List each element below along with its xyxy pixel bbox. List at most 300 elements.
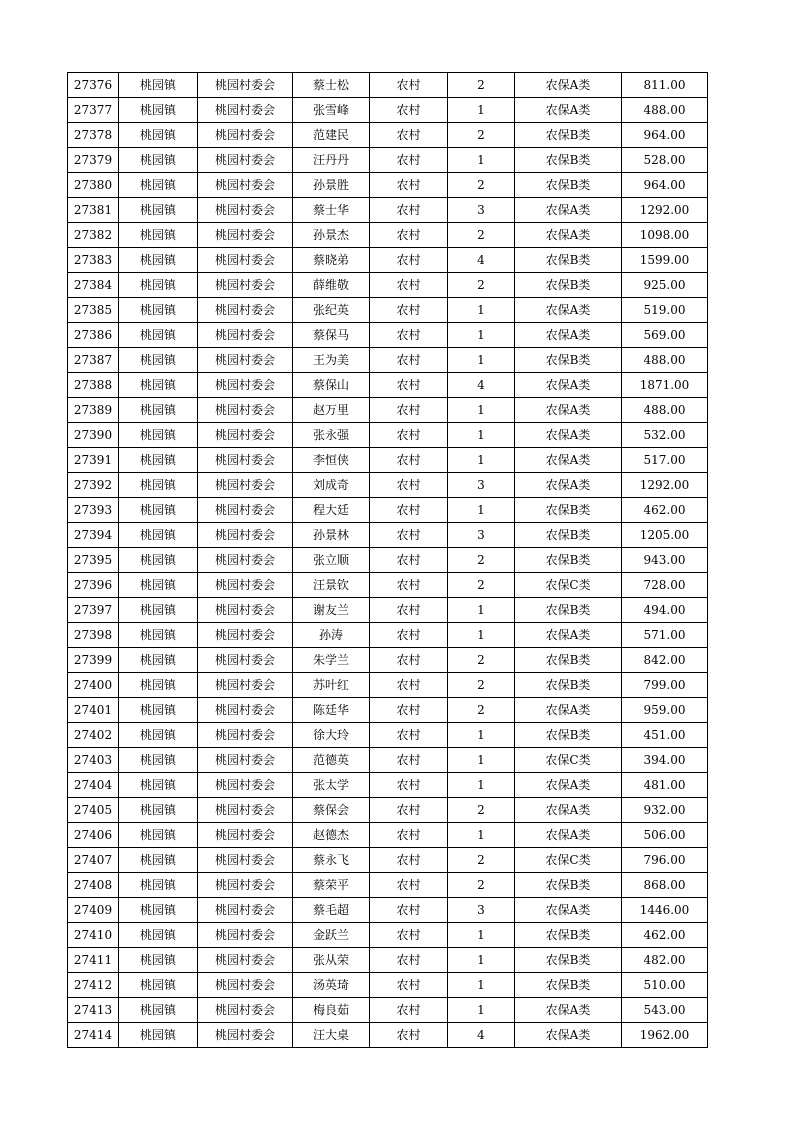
table-row bbox=[68, 223, 708, 248]
name-cell: 孙景杰 bbox=[293, 223, 370, 248]
table-row bbox=[68, 898, 708, 923]
record-id-cell: 27389 bbox=[68, 398, 119, 423]
household-count-cell: 2 bbox=[448, 673, 515, 698]
name-cell: 蔡保山 bbox=[293, 373, 370, 398]
name-cell: 范建民 bbox=[293, 123, 370, 148]
insurance-category-cell: 农保A类 bbox=[515, 773, 622, 798]
name-cell: 李恒侠 bbox=[293, 448, 370, 473]
insurance-category-cell: 农保B类 bbox=[515, 523, 622, 548]
name-cell: 苏叶红 bbox=[293, 673, 370, 698]
record-id-cell: 27383 bbox=[68, 248, 119, 273]
village-committee-cell: 桃园村委会 bbox=[198, 473, 293, 498]
record-id-cell: 27386 bbox=[68, 323, 119, 348]
village-committee-cell: 桃园村委会 bbox=[198, 673, 293, 698]
household-count-cell: 1 bbox=[448, 998, 515, 1023]
town-cell: 桃园镇 bbox=[119, 548, 198, 573]
table-row bbox=[68, 423, 708, 448]
insurance-category-cell: 农保B类 bbox=[515, 248, 622, 273]
amount-cell: 799.00 bbox=[622, 673, 708, 698]
amount-cell: 811.00 bbox=[622, 73, 708, 98]
household-count-cell: 3 bbox=[448, 198, 515, 223]
household-count-cell: 2 bbox=[448, 273, 515, 298]
amount-cell: 519.00 bbox=[622, 298, 708, 323]
area-type-cell: 农村 bbox=[370, 123, 448, 148]
amount-cell: 1205.00 bbox=[622, 523, 708, 548]
household-count-cell: 1 bbox=[448, 973, 515, 998]
table-row bbox=[68, 923, 708, 948]
insurance-category-cell: 农保A类 bbox=[515, 1023, 622, 1048]
area-type-cell: 农村 bbox=[370, 223, 448, 248]
household-count-cell: 1 bbox=[448, 423, 515, 448]
insurance-category-cell: 农保C类 bbox=[515, 748, 622, 773]
insurance-category-cell: 农保A类 bbox=[515, 998, 622, 1023]
town-cell: 桃园镇 bbox=[119, 598, 198, 623]
village-committee-cell: 桃园村委会 bbox=[198, 123, 293, 148]
town-cell: 桃园镇 bbox=[119, 323, 198, 348]
village-committee-cell: 桃园村委会 bbox=[198, 323, 293, 348]
name-cell: 汪丹丹 bbox=[293, 148, 370, 173]
insurance-category-cell: 农保B类 bbox=[515, 723, 622, 748]
table-row bbox=[68, 973, 708, 998]
area-type-cell: 农村 bbox=[370, 548, 448, 573]
household-count-cell: 1 bbox=[448, 823, 515, 848]
insurance-category-cell: 农保A类 bbox=[515, 298, 622, 323]
insurance-category-cell: 农保A类 bbox=[515, 898, 622, 923]
area-type-cell: 农村 bbox=[370, 148, 448, 173]
town-cell: 桃园镇 bbox=[119, 623, 198, 648]
area-type-cell: 农村 bbox=[370, 623, 448, 648]
insurance-category-cell: 农保A类 bbox=[515, 823, 622, 848]
amount-cell: 842.00 bbox=[622, 648, 708, 673]
amount-cell: 925.00 bbox=[622, 273, 708, 298]
amount-cell: 462.00 bbox=[622, 923, 708, 948]
table-row bbox=[68, 173, 708, 198]
household-count-cell: 1 bbox=[448, 923, 515, 948]
household-count-cell: 2 bbox=[448, 123, 515, 148]
name-cell: 蔡荣平 bbox=[293, 873, 370, 898]
area-type-cell: 农村 bbox=[370, 923, 448, 948]
record-id-cell: 27390 bbox=[68, 423, 119, 448]
table-row bbox=[68, 548, 708, 573]
name-cell: 孙涛 bbox=[293, 623, 370, 648]
amount-cell: 1292.00 bbox=[622, 198, 708, 223]
town-cell: 桃园镇 bbox=[119, 298, 198, 323]
household-count-cell: 2 bbox=[448, 873, 515, 898]
village-committee-cell: 桃园村委会 bbox=[198, 448, 293, 473]
record-id-cell: 27398 bbox=[68, 623, 119, 648]
insurance-category-cell: 农保B类 bbox=[515, 148, 622, 173]
insurance-category-cell: 农保B类 bbox=[515, 648, 622, 673]
table-row bbox=[68, 373, 708, 398]
town-cell: 桃园镇 bbox=[119, 123, 198, 148]
area-type-cell: 农村 bbox=[370, 323, 448, 348]
record-id-cell: 27395 bbox=[68, 548, 119, 573]
insurance-category-cell: 农保B类 bbox=[515, 598, 622, 623]
table-row bbox=[68, 348, 708, 373]
roster-table bbox=[67, 72, 708, 1048]
village-committee-cell: 桃园村委会 bbox=[198, 848, 293, 873]
town-cell: 桃园镇 bbox=[119, 998, 198, 1023]
household-count-cell: 2 bbox=[448, 648, 515, 673]
name-cell: 蔡毛超 bbox=[293, 898, 370, 923]
village-committee-cell: 桃园村委会 bbox=[198, 173, 293, 198]
town-cell: 桃园镇 bbox=[119, 373, 198, 398]
amount-cell: 506.00 bbox=[622, 823, 708, 848]
record-id-cell: 27394 bbox=[68, 523, 119, 548]
table-row bbox=[68, 248, 708, 273]
village-committee-cell: 桃园村委会 bbox=[198, 948, 293, 973]
name-cell: 程大廷 bbox=[293, 498, 370, 523]
village-committee-cell: 桃园村委会 bbox=[198, 598, 293, 623]
record-id-cell: 27405 bbox=[68, 798, 119, 823]
area-type-cell: 农村 bbox=[370, 423, 448, 448]
name-cell: 张太学 bbox=[293, 773, 370, 798]
village-committee-cell: 桃园村委会 bbox=[198, 698, 293, 723]
town-cell: 桃园镇 bbox=[119, 98, 198, 123]
area-type-cell: 农村 bbox=[370, 823, 448, 848]
amount-cell: 488.00 bbox=[622, 398, 708, 423]
area-type-cell: 农村 bbox=[370, 698, 448, 723]
table-row bbox=[68, 698, 708, 723]
household-count-cell: 2 bbox=[448, 548, 515, 573]
record-id-cell: 27401 bbox=[68, 698, 119, 723]
area-type-cell: 农村 bbox=[370, 98, 448, 123]
insurance-category-cell: 农保A类 bbox=[515, 73, 622, 98]
village-committee-cell: 桃园村委会 bbox=[198, 998, 293, 1023]
amount-cell: 394.00 bbox=[622, 748, 708, 773]
town-cell: 桃园镇 bbox=[119, 498, 198, 523]
village-committee-cell: 桃园村委会 bbox=[198, 548, 293, 573]
name-cell: 朱学兰 bbox=[293, 648, 370, 673]
name-cell: 孙景林 bbox=[293, 523, 370, 548]
table-row bbox=[68, 948, 708, 973]
village-committee-cell: 桃园村委会 bbox=[198, 873, 293, 898]
table-row bbox=[68, 498, 708, 523]
town-cell: 桃园镇 bbox=[119, 1023, 198, 1048]
town-cell: 桃园镇 bbox=[119, 198, 198, 223]
household-count-cell: 1 bbox=[448, 598, 515, 623]
table-row bbox=[68, 848, 708, 873]
village-committee-cell: 桃园村委会 bbox=[198, 648, 293, 673]
table-row bbox=[68, 298, 708, 323]
area-type-cell: 农村 bbox=[370, 473, 448, 498]
area-type-cell: 农村 bbox=[370, 348, 448, 373]
town-cell: 桃园镇 bbox=[119, 798, 198, 823]
insurance-category-cell: 农保A类 bbox=[515, 448, 622, 473]
table-row bbox=[68, 648, 708, 673]
insurance-category-cell: 农保B类 bbox=[515, 173, 622, 198]
village-committee-cell: 桃园村委会 bbox=[198, 348, 293, 373]
amount-cell: 494.00 bbox=[622, 598, 708, 623]
household-count-cell: 4 bbox=[448, 248, 515, 273]
insurance-category-cell: 农保B类 bbox=[515, 548, 622, 573]
area-type-cell: 农村 bbox=[370, 173, 448, 198]
insurance-category-cell: 农保A类 bbox=[515, 473, 622, 498]
table-row bbox=[68, 1023, 708, 1048]
village-committee-cell: 桃园村委会 bbox=[198, 373, 293, 398]
town-cell: 桃园镇 bbox=[119, 973, 198, 998]
record-id-cell: 27402 bbox=[68, 723, 119, 748]
area-type-cell: 农村 bbox=[370, 723, 448, 748]
town-cell: 桃园镇 bbox=[119, 848, 198, 873]
record-id-cell: 27376 bbox=[68, 73, 119, 98]
name-cell: 徐大玲 bbox=[293, 723, 370, 748]
amount-cell: 510.00 bbox=[622, 973, 708, 998]
area-type-cell: 农村 bbox=[370, 798, 448, 823]
insurance-category-cell: 农保A类 bbox=[515, 323, 622, 348]
household-count-cell: 1 bbox=[448, 298, 515, 323]
record-id-cell: 27410 bbox=[68, 923, 119, 948]
amount-cell: 462.00 bbox=[622, 498, 708, 523]
name-cell: 汪景钦 bbox=[293, 573, 370, 598]
town-cell: 桃园镇 bbox=[119, 898, 198, 923]
village-committee-cell: 桃园村委会 bbox=[198, 148, 293, 173]
household-count-cell: 2 bbox=[448, 698, 515, 723]
area-type-cell: 农村 bbox=[370, 73, 448, 98]
amount-cell: 517.00 bbox=[622, 448, 708, 473]
area-type-cell: 农村 bbox=[370, 448, 448, 473]
table-row bbox=[68, 723, 708, 748]
name-cell: 蔡永飞 bbox=[293, 848, 370, 873]
name-cell: 张立顺 bbox=[293, 548, 370, 573]
household-count-cell: 2 bbox=[448, 223, 515, 248]
town-cell: 桃园镇 bbox=[119, 173, 198, 198]
village-committee-cell: 桃园村委会 bbox=[198, 898, 293, 923]
insurance-category-cell: 农保B类 bbox=[515, 123, 622, 148]
village-committee-cell: 桃园村委会 bbox=[198, 773, 293, 798]
table-row bbox=[68, 98, 708, 123]
record-id-cell: 27387 bbox=[68, 348, 119, 373]
amount-cell: 943.00 bbox=[622, 548, 708, 573]
area-type-cell: 农村 bbox=[370, 973, 448, 998]
town-cell: 桃园镇 bbox=[119, 698, 198, 723]
table-row bbox=[68, 823, 708, 848]
name-cell: 金跃兰 bbox=[293, 923, 370, 948]
town-cell: 桃园镇 bbox=[119, 923, 198, 948]
household-count-cell: 1 bbox=[448, 348, 515, 373]
amount-cell: 528.00 bbox=[622, 148, 708, 173]
amount-cell: 964.00 bbox=[622, 123, 708, 148]
insurance-category-cell: 农保C类 bbox=[515, 848, 622, 873]
amount-cell: 482.00 bbox=[622, 948, 708, 973]
town-cell: 桃园镇 bbox=[119, 148, 198, 173]
household-count-cell: 2 bbox=[448, 73, 515, 98]
table-row bbox=[68, 198, 708, 223]
record-id-cell: 27408 bbox=[68, 873, 119, 898]
amount-cell: 1098.00 bbox=[622, 223, 708, 248]
name-cell: 汤英琦 bbox=[293, 973, 370, 998]
area-type-cell: 农村 bbox=[370, 573, 448, 598]
table-row bbox=[68, 73, 708, 98]
area-type-cell: 农村 bbox=[370, 523, 448, 548]
amount-cell: 796.00 bbox=[622, 848, 708, 873]
village-committee-cell: 桃园村委会 bbox=[198, 498, 293, 523]
table-row bbox=[68, 448, 708, 473]
record-id-cell: 27413 bbox=[68, 998, 119, 1023]
area-type-cell: 农村 bbox=[370, 873, 448, 898]
record-id-cell: 27380 bbox=[68, 173, 119, 198]
village-committee-cell: 桃园村委会 bbox=[198, 73, 293, 98]
record-id-cell: 27377 bbox=[68, 98, 119, 123]
household-count-cell: 1 bbox=[448, 98, 515, 123]
insurance-category-cell: 农保A类 bbox=[515, 223, 622, 248]
village-committee-cell: 桃园村委会 bbox=[198, 973, 293, 998]
name-cell: 张永强 bbox=[293, 423, 370, 448]
amount-cell: 868.00 bbox=[622, 873, 708, 898]
area-type-cell: 农村 bbox=[370, 598, 448, 623]
village-committee-cell: 桃园村委会 bbox=[198, 98, 293, 123]
table-row bbox=[68, 673, 708, 698]
household-count-cell: 1 bbox=[448, 948, 515, 973]
town-cell: 桃园镇 bbox=[119, 773, 198, 798]
town-cell: 桃园镇 bbox=[119, 823, 198, 848]
household-count-cell: 3 bbox=[448, 523, 515, 548]
record-id-cell: 27391 bbox=[68, 448, 119, 473]
name-cell: 赵德杰 bbox=[293, 823, 370, 848]
town-cell: 桃园镇 bbox=[119, 73, 198, 98]
record-id-cell: 27384 bbox=[68, 273, 119, 298]
household-count-cell: 2 bbox=[448, 173, 515, 198]
village-committee-cell: 桃园村委会 bbox=[198, 273, 293, 298]
insurance-category-cell: 农保A类 bbox=[515, 423, 622, 448]
household-count-cell: 1 bbox=[448, 623, 515, 648]
table-row bbox=[68, 623, 708, 648]
name-cell: 陈廷华 bbox=[293, 698, 370, 723]
name-cell: 薛维敬 bbox=[293, 273, 370, 298]
insurance-category-cell: 农保B类 bbox=[515, 973, 622, 998]
record-id-cell: 27399 bbox=[68, 648, 119, 673]
household-count-cell: 1 bbox=[448, 148, 515, 173]
name-cell: 张纪英 bbox=[293, 298, 370, 323]
area-type-cell: 农村 bbox=[370, 898, 448, 923]
insurance-category-cell: 农保A类 bbox=[515, 198, 622, 223]
insurance-category-cell: 农保C类 bbox=[515, 573, 622, 598]
record-id-cell: 27406 bbox=[68, 823, 119, 848]
village-committee-cell: 桃园村委会 bbox=[198, 423, 293, 448]
table-row bbox=[68, 798, 708, 823]
household-count-cell: 3 bbox=[448, 473, 515, 498]
name-cell: 刘成奇 bbox=[293, 473, 370, 498]
area-type-cell: 农村 bbox=[370, 748, 448, 773]
town-cell: 桃园镇 bbox=[119, 573, 198, 598]
table-row bbox=[68, 473, 708, 498]
village-committee-cell: 桃园村委会 bbox=[198, 923, 293, 948]
area-type-cell: 农村 bbox=[370, 273, 448, 298]
amount-cell: 543.00 bbox=[622, 998, 708, 1023]
name-cell: 蔡士松 bbox=[293, 73, 370, 98]
table-row bbox=[68, 273, 708, 298]
town-cell: 桃园镇 bbox=[119, 648, 198, 673]
town-cell: 桃园镇 bbox=[119, 223, 198, 248]
amount-cell: 451.00 bbox=[622, 723, 708, 748]
insurance-category-cell: 农保B类 bbox=[515, 923, 622, 948]
insurance-category-cell: 农保B类 bbox=[515, 948, 622, 973]
table-row bbox=[68, 123, 708, 148]
table-row bbox=[68, 748, 708, 773]
name-cell: 孙景胜 bbox=[293, 173, 370, 198]
area-type-cell: 农村 bbox=[370, 848, 448, 873]
area-type-cell: 农村 bbox=[370, 198, 448, 223]
town-cell: 桃园镇 bbox=[119, 523, 198, 548]
record-id-cell: 27381 bbox=[68, 198, 119, 223]
insurance-category-cell: 农保B类 bbox=[515, 273, 622, 298]
record-id-cell: 27404 bbox=[68, 773, 119, 798]
name-cell: 范德英 bbox=[293, 748, 370, 773]
amount-cell: 1871.00 bbox=[622, 373, 708, 398]
table-row bbox=[68, 773, 708, 798]
area-type-cell: 农村 bbox=[370, 673, 448, 698]
amount-cell: 1962.00 bbox=[622, 1023, 708, 1048]
record-id-cell: 27396 bbox=[68, 573, 119, 598]
insurance-category-cell: 农保B类 bbox=[515, 498, 622, 523]
amount-cell: 488.00 bbox=[622, 98, 708, 123]
village-committee-cell: 桃园村委会 bbox=[198, 1023, 293, 1048]
name-cell: 张从荣 bbox=[293, 948, 370, 973]
village-committee-cell: 桃园村委会 bbox=[198, 198, 293, 223]
record-id-cell: 27379 bbox=[68, 148, 119, 173]
name-cell: 蔡保会 bbox=[293, 798, 370, 823]
record-id-cell: 27382 bbox=[68, 223, 119, 248]
insurance-category-cell: 农保A类 bbox=[515, 373, 622, 398]
name-cell: 汪大桌 bbox=[293, 1023, 370, 1048]
area-type-cell: 农村 bbox=[370, 773, 448, 798]
area-type-cell: 农村 bbox=[370, 398, 448, 423]
household-count-cell: 4 bbox=[448, 373, 515, 398]
table-row bbox=[68, 323, 708, 348]
table-row bbox=[68, 523, 708, 548]
area-type-cell: 农村 bbox=[370, 1023, 448, 1048]
amount-cell: 1292.00 bbox=[622, 473, 708, 498]
area-type-cell: 农村 bbox=[370, 298, 448, 323]
record-id-cell: 27392 bbox=[68, 473, 119, 498]
name-cell: 王为美 bbox=[293, 348, 370, 373]
village-committee-cell: 桃园村委会 bbox=[198, 748, 293, 773]
village-committee-cell: 桃园村委会 bbox=[198, 248, 293, 273]
household-count-cell: 1 bbox=[448, 398, 515, 423]
town-cell: 桃园镇 bbox=[119, 273, 198, 298]
name-cell: 蔡士华 bbox=[293, 198, 370, 223]
record-id-cell: 27411 bbox=[68, 948, 119, 973]
village-committee-cell: 桃园村委会 bbox=[198, 223, 293, 248]
amount-cell: 532.00 bbox=[622, 423, 708, 448]
record-id-cell: 27403 bbox=[68, 748, 119, 773]
amount-cell: 1599.00 bbox=[622, 248, 708, 273]
record-id-cell: 27409 bbox=[68, 898, 119, 923]
household-count-cell: 2 bbox=[448, 848, 515, 873]
record-id-cell: 27378 bbox=[68, 123, 119, 148]
village-committee-cell: 桃园村委会 bbox=[198, 823, 293, 848]
town-cell: 桃园镇 bbox=[119, 673, 198, 698]
amount-cell: 571.00 bbox=[622, 623, 708, 648]
amount-cell: 1446.00 bbox=[622, 898, 708, 923]
area-type-cell: 农村 bbox=[370, 648, 448, 673]
table-row bbox=[68, 998, 708, 1023]
table-row bbox=[68, 573, 708, 598]
insurance-category-cell: 农保A类 bbox=[515, 98, 622, 123]
record-id-cell: 27385 bbox=[68, 298, 119, 323]
household-count-cell: 2 bbox=[448, 573, 515, 598]
village-committee-cell: 桃园村委会 bbox=[198, 523, 293, 548]
area-type-cell: 农村 bbox=[370, 498, 448, 523]
table-row bbox=[68, 398, 708, 423]
name-cell: 梅良茹 bbox=[293, 998, 370, 1023]
record-id-cell: 27407 bbox=[68, 848, 119, 873]
name-cell: 蔡晓弟 bbox=[293, 248, 370, 273]
household-count-cell: 1 bbox=[448, 498, 515, 523]
town-cell: 桃园镇 bbox=[119, 948, 198, 973]
name-cell: 赵万里 bbox=[293, 398, 370, 423]
amount-cell: 728.00 bbox=[622, 573, 708, 598]
